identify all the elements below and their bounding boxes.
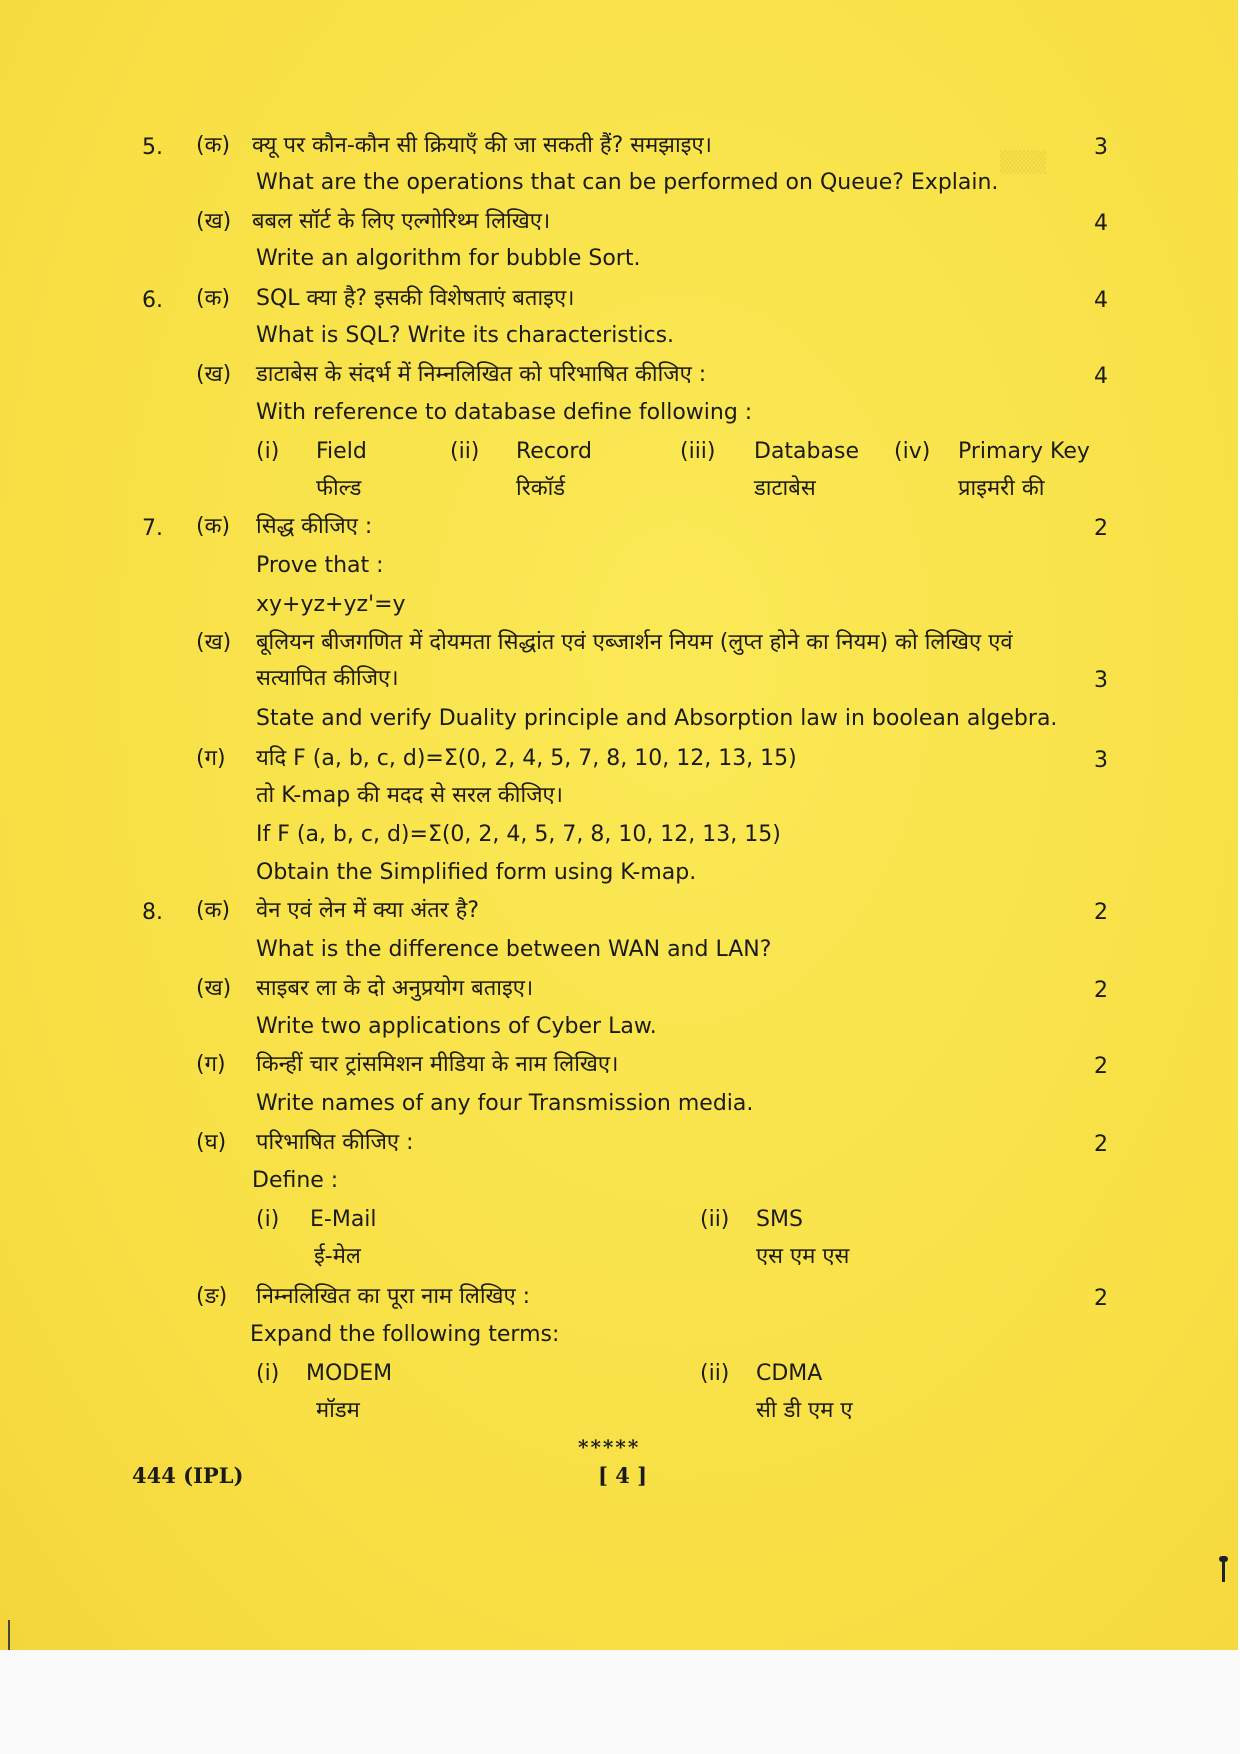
q8a-label: (क) — [196, 898, 231, 923]
q5a-hindi: क्यू पर कौन-कौन सी क्रियाएँ की जा सकती हैं? समझाइए। — [252, 133, 712, 158]
q7c-english-line2: Obtain the Simplified form using K-map. — [256, 860, 697, 885]
q7a-expression: xy+yz+yz'=y — [256, 592, 406, 617]
term-num: (iv) — [894, 439, 931, 464]
q7a-marks: 2 — [1094, 516, 1108, 541]
q5b-marks: 4 — [1094, 211, 1108, 236]
q8-number: 8. — [142, 900, 163, 925]
term-num: (ii) — [450, 439, 480, 464]
q8e-english: Expand the following terms: — [250, 1322, 560, 1347]
end-marker: ***** — [578, 1435, 641, 1459]
q8e-label: (ङ) — [196, 1284, 228, 1309]
q7b-hindi-line2: सत्यापित कीजिए। — [256, 666, 399, 691]
term-num: (ii) — [700, 1207, 730, 1232]
q6-number: 6. — [142, 288, 163, 313]
q6a-label: (क) — [196, 286, 231, 311]
q6a-english: What is SQL? Write its characteristics. — [256, 323, 675, 348]
term-hindi: डाटाबेस — [754, 476, 816, 501]
term-english: Database — [754, 439, 859, 464]
q6b-label: (ख) — [196, 362, 232, 387]
q6b-marks: 4 — [1094, 364, 1108, 389]
term-hindi: प्राइमरी की — [958, 476, 1045, 501]
q7b-label: (ख) — [196, 630, 232, 655]
q6a-hindi: SQL क्या है? इसकी विशेषताएं बताइए। — [256, 286, 575, 311]
q8e-marks: 2 — [1094, 1286, 1108, 1311]
term-num: (ii) — [700, 1361, 730, 1386]
term-hindi: ई-मेल — [314, 1244, 361, 1269]
scan-mark — [1219, 1556, 1228, 1562]
q8a-marks: 2 — [1094, 900, 1108, 925]
q5b-label: (ख) — [196, 209, 232, 234]
page-number: [ 4 ] — [598, 1463, 648, 1488]
term-hindi: मॉडम — [316, 1398, 360, 1423]
q8e-hindi: निम्नलिखित का पूरा नाम लिखिए : — [256, 1284, 531, 1309]
term-num: (iii) — [680, 439, 716, 464]
q8d-marks: 2 — [1094, 1132, 1108, 1157]
q8b-marks: 2 — [1094, 978, 1108, 1003]
q6b-english: With reference to database define following : — [256, 400, 753, 425]
term-english: Field — [316, 439, 367, 464]
term-english: SMS — [756, 1207, 803, 1232]
show-through-text: ▒▒▒ — [1000, 150, 1047, 174]
q8b-english: Write two applications of Cyber Law. — [256, 1014, 657, 1039]
q8d-english: Define : — [252, 1168, 339, 1193]
q8a-hindi: वेन एवं लेन में क्या अंतर है? — [256, 898, 480, 923]
q8b-label: (ख) — [196, 976, 232, 1001]
scan-margin — [0, 1650, 1240, 1754]
q5a-label: (क) — [196, 133, 231, 158]
q7b-marks: 3 — [1094, 668, 1108, 693]
paper-code: 444 (IPL) — [132, 1463, 244, 1488]
q8a-english: What is the difference between WAN and LAN? — [256, 937, 772, 962]
q8b-hindi: साइबर ला के दो अनुप्रयोग बताइए। — [256, 976, 534, 1001]
term-hindi: रिकॉर्ड — [516, 476, 566, 501]
q5a-marks: 3 — [1094, 135, 1108, 160]
q8d-hindi: परिभाषित कीजिए : — [256, 1130, 414, 1155]
q6a-marks: 4 — [1094, 288, 1108, 313]
q6b-hindi: डाटाबेस के संदर्भ में निम्नलिखित को परिभाषित कीजिए : — [256, 362, 707, 387]
term-english: Primary Key — [958, 439, 1090, 464]
term-num: (i) — [256, 439, 280, 464]
q7a-label: (क) — [196, 514, 231, 539]
q7-number: 7. — [142, 516, 163, 541]
term-english: Record — [516, 439, 593, 464]
q5b-english: Write an algorithm for bubble Sort. — [256, 246, 641, 271]
q8c-hindi: किन्हीं चार ट्रांसमिशन मीडिया के नाम लिखिए। — [256, 1052, 619, 1077]
q7c-marks: 3 — [1094, 748, 1108, 773]
term-english: CDMA — [756, 1361, 823, 1386]
q7b-english: State and verify Duality principle and Absorption law in boolean algebra. — [256, 706, 1058, 731]
term-num: (i) — [256, 1207, 280, 1232]
q7c-label: (ग) — [196, 746, 226, 771]
term-hindi: एस एम एस — [756, 1244, 850, 1269]
q8c-label: (ग) — [196, 1052, 226, 1077]
q5a-english: What are the operations that can be performed on Queue? Explain. — [256, 170, 999, 195]
q7c-hindi-line1: यदि F (a, b, c, d)=Σ(0, 2, 4, 5, 7, 8, 10, 12, 13, 15) — [256, 746, 797, 771]
q5-number: 5. — [142, 135, 163, 160]
q7c-english-line1: If F (a, b, c, d)=Σ(0, 2, 4, 5, 7, 8, 10, 12, 13, 15) — [256, 822, 781, 847]
term-hindi: फील्ड — [316, 476, 362, 501]
q8c-english: Write names of any four Transmission media. — [256, 1091, 754, 1116]
q7b-hindi-line1: बूलियन बीजगणित में दोयमता सिद्धांत एवं एब्जार्शन नियम (लुप्त होने का नियम) को लिखिए एवं — [256, 630, 1013, 655]
q8d-label: (घ) — [196, 1130, 227, 1155]
q8c-marks: 2 — [1094, 1054, 1108, 1079]
q7a-hindi: सिद्ध कीजिए : — [256, 514, 373, 539]
q7c-hindi-line2: तो K-map की मदद से सरल कीजिए। — [256, 783, 564, 808]
q7a-english: Prove that : — [256, 553, 384, 578]
term-num: (i) — [256, 1361, 280, 1386]
scan-mark — [8, 1620, 10, 1650]
term-hindi: सी डी एम ए — [756, 1398, 853, 1423]
term-english: MODEM — [306, 1361, 393, 1386]
q5b-hindi: बबल सॉर्ट के लिए एल्गोरिथ्म लिखिए। — [252, 209, 551, 234]
term-english: E-Mail — [310, 1207, 377, 1232]
